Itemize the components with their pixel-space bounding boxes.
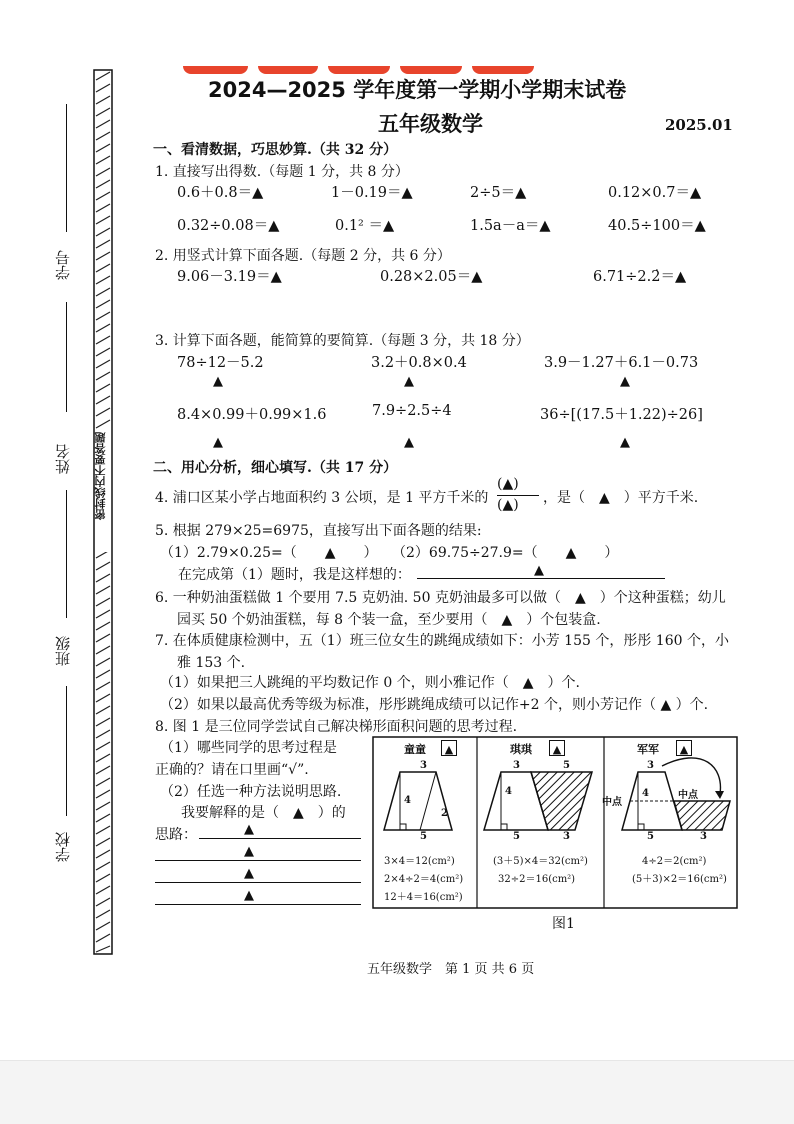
fig-checkbox-2[interactable] <box>549 740 565 756</box>
q8-mark-4: ▲ <box>244 888 254 903</box>
fig2-bottom-b: 3 <box>563 831 570 842</box>
q8-a2: 正确的？请在口里画“√”. <box>155 762 309 778</box>
q5-sub2: （2）69.75÷27.9=（ ▲ ） <box>392 545 619 561</box>
q8-b2: 我要解释的是（ ▲ ）的 <box>181 805 346 821</box>
q8-line1: 8. 图 1 是三位同学尝试自己解决梯形面积问题的思考过程. <box>155 719 518 735</box>
q8-line-c <box>155 882 361 883</box>
q5-line1: 5. 根据 279×25=6975，直接写出下面各题的结果: <box>155 523 482 539</box>
fig1-side: 2 <box>441 808 448 819</box>
exam-subtitle: 五年级数学 <box>378 112 483 136</box>
page-footer: 五年级数学 第 1 页 共 6 页 <box>367 962 535 977</box>
q1-item-8: 40.5÷100＝▲ <box>608 218 706 234</box>
fig1-formula-1: 3×4＝12(cm²) <box>384 856 455 867</box>
fig1-formula-3: 12＋4＝16(cm²) <box>384 892 463 903</box>
q4-prefix: 4. 浦口区某小学占地面积约 3 公顷，是 1 平方千米的 <box>155 490 489 506</box>
q1-item-6: 0.1² ＝▲ <box>335 218 395 234</box>
fig-checkbox-3-mark: ▲ <box>679 743 689 756</box>
q5-answer-mark: ▲ <box>534 563 544 578</box>
q8-line-d <box>155 904 361 905</box>
fig-name-1: 童童 <box>404 743 426 756</box>
q7-line2: 雅 153 个. <box>177 655 246 671</box>
q5-sub1: （1）2.79×0.25=（ ▲ ） <box>160 545 378 561</box>
xuehao-label: 学号 <box>54 250 72 280</box>
xingming-line-top <box>66 302 67 412</box>
fig2-bottom: 5 <box>513 831 520 842</box>
q3-item-2: 3.2＋0.8×0.4 <box>371 355 467 371</box>
fig-panel-1-shape <box>384 772 452 830</box>
banji-line <box>66 686 67 816</box>
fig1-h: 4 <box>404 795 411 806</box>
fig-name-3: 军军 <box>637 743 659 756</box>
q4-frac-bar <box>497 495 539 496</box>
xuehao-line <box>66 104 67 232</box>
q8-mark-1: ▲ <box>244 822 254 837</box>
q8-mark-3: ▲ <box>244 866 254 881</box>
q4-frac-den: (▲) <box>497 497 519 513</box>
red-decor-2 <box>258 66 318 74</box>
xingming-line <box>66 490 67 618</box>
fig2-top-b: 5 <box>563 760 570 771</box>
q2-item-2: 0.28×2.05＝▲ <box>380 269 483 285</box>
q3-item-1: 78÷12－5.2 <box>177 355 264 371</box>
fig3-bottom: 5 <box>647 831 654 842</box>
fig-checkbox-3[interactable] <box>676 740 692 756</box>
q3-label: 3. 计算下面各题，能简算的要简算.（每题 3 分，共 18 分） <box>155 333 530 349</box>
fig2-formula-1: (3＋5)×4＝32(cm²) <box>493 856 588 867</box>
red-decor-4 <box>400 66 462 74</box>
fig3-formula-1: 4÷2＝2(cm²) <box>642 856 707 867</box>
q2-label: 2. 用竖式计算下面各题.（每题 2 分，共 6 分） <box>155 248 451 264</box>
fig2-top: 3 <box>513 760 520 771</box>
section1-heading: 一、看清数据，巧思妙算.（共 32 分） <box>153 142 398 158</box>
fig-panel-3-shape <box>622 758 730 830</box>
q1-item-1: 0.6＋0.8＝▲ <box>177 185 264 201</box>
q3-mark-2: ▲ <box>404 374 414 389</box>
page-bottom-area <box>0 1060 794 1124</box>
red-decor-5 <box>472 66 534 74</box>
exam-title: 2024—2025 学年度第一学期小学期末试卷 <box>208 78 627 102</box>
fig-panel-2-shape <box>484 772 592 830</box>
q1-item-7: 1.5a－a＝▲ <box>470 218 551 234</box>
q8-b1: （2）任选一种方法说明思路. <box>160 784 342 800</box>
fig-checkbox-2-mark: ▲ <box>552 743 562 756</box>
q5-answer-line <box>417 578 665 579</box>
q2-item-3: 6.71÷2.2̇＝▲ <box>593 269 687 285</box>
fig2-h: 4 <box>505 786 512 797</box>
fig3-formula-2: (5＋3)×2＝16(cm²) <box>632 874 727 885</box>
seal-note: 密封线内不要答题 <box>94 432 107 520</box>
fig-checkbox-1-mark: ▲ <box>444 743 454 756</box>
q3-mark-3: ▲ <box>620 374 630 389</box>
q8-mark-2: ▲ <box>244 844 254 859</box>
banji-label: 班级 <box>54 636 72 666</box>
fig2-formula-2: 32÷2＝16(cm²) <box>498 874 576 885</box>
q7-sub1: （1）如果把三人跳绳的平均数记作 0 个，则小雅记作（ ▲ ）个. <box>160 675 580 691</box>
q3-mark-4: ▲ <box>213 435 223 450</box>
fig3-mid-right: 中点 <box>678 790 698 801</box>
q6-line2: 园买 50 个奶油蛋糕，每 8 个装一盒，至少要用（ ▲ ）个包装盒. <box>177 612 601 628</box>
q3-item-4: 8.4×0.99＋0.99×1.6 <box>177 407 327 423</box>
fig-checkbox-1[interactable] <box>441 740 457 756</box>
q1-label: 1. 直接写出得数.（每题 1 分，共 8 分） <box>155 164 409 180</box>
q4-suffix: ，是（ ▲ ）平方千米. <box>543 490 699 506</box>
q8-b3: 思路： <box>155 827 197 843</box>
q5-line3: 在完成第（1）题时，我是这样想的： <box>178 567 411 583</box>
fig3-mid-left: 中点 <box>602 797 622 808</box>
q2-item-1: 9.06－3.19＝▲ <box>177 269 282 285</box>
red-decor-3 <box>328 66 390 74</box>
fig1-formula-2: 2×4÷2＝4(cm²) <box>384 874 464 885</box>
q3-mark-5: ▲ <box>404 435 414 450</box>
q1-item-5: 0.32÷0.08＝▲ <box>177 218 280 234</box>
q3-item-3: 3.9－1.27＋6.1－0.73 <box>544 355 699 371</box>
figure-caption: 图1 <box>552 916 575 932</box>
q3-mark-1: ▲ <box>213 374 223 389</box>
fig-name-2: 琪琪 <box>510 743 532 756</box>
q7-line1: 7. 在体质健康检测中，五（1）班三位女生的跳绳成绩如下：小芳 155 个，彤彤 160 个，小 <box>155 633 729 649</box>
q3-mark-6: ▲ <box>620 435 630 450</box>
q1-item-2: 1－0.19＝▲ <box>331 185 413 201</box>
xingming-label: 姓名 <box>54 444 72 474</box>
exam-date: 2025.01 <box>665 116 733 134</box>
q1-item-3: 2÷5＝▲ <box>470 185 527 201</box>
section2-heading: 二、用心分析，细心填写.（共 17 分） <box>153 460 398 476</box>
fig3-bottom-b: 3 <box>700 831 707 842</box>
q4-frac-num: (▲) <box>497 476 519 492</box>
q6-line1: 6. 一种奶油蛋糕做 1 个要用 7.5 克奶油. 50 克奶油最多可以做（ ▲ ）个这种蛋糕；幼儿 <box>155 590 726 606</box>
fig1-bottom: 5 <box>420 831 427 842</box>
q7-sub2: （2）如果以最高优秀等级为标准，彤彤跳绳成绩可以记作+2 个，则小芳记作（ ▲ ）个. <box>160 697 709 713</box>
q1-item-4: 0.12×0.7＝▲ <box>608 185 702 201</box>
q8-line-a <box>199 838 361 839</box>
q8-a1: （1）哪些同学的思考过程是 <box>160 740 337 756</box>
q8-line-b <box>155 860 361 861</box>
xuexiao-label: 学校 <box>54 832 72 862</box>
fig3-h: 4 <box>642 788 649 799</box>
fig3-top: 3 <box>647 760 654 771</box>
q3-item-5: 7.9÷2.5÷4 <box>372 403 452 419</box>
red-decor-1 <box>183 66 248 74</box>
q3-item-6: 36÷[(17.5＋1.22)÷26] <box>540 407 703 423</box>
fig1-top: 3 <box>420 760 427 771</box>
